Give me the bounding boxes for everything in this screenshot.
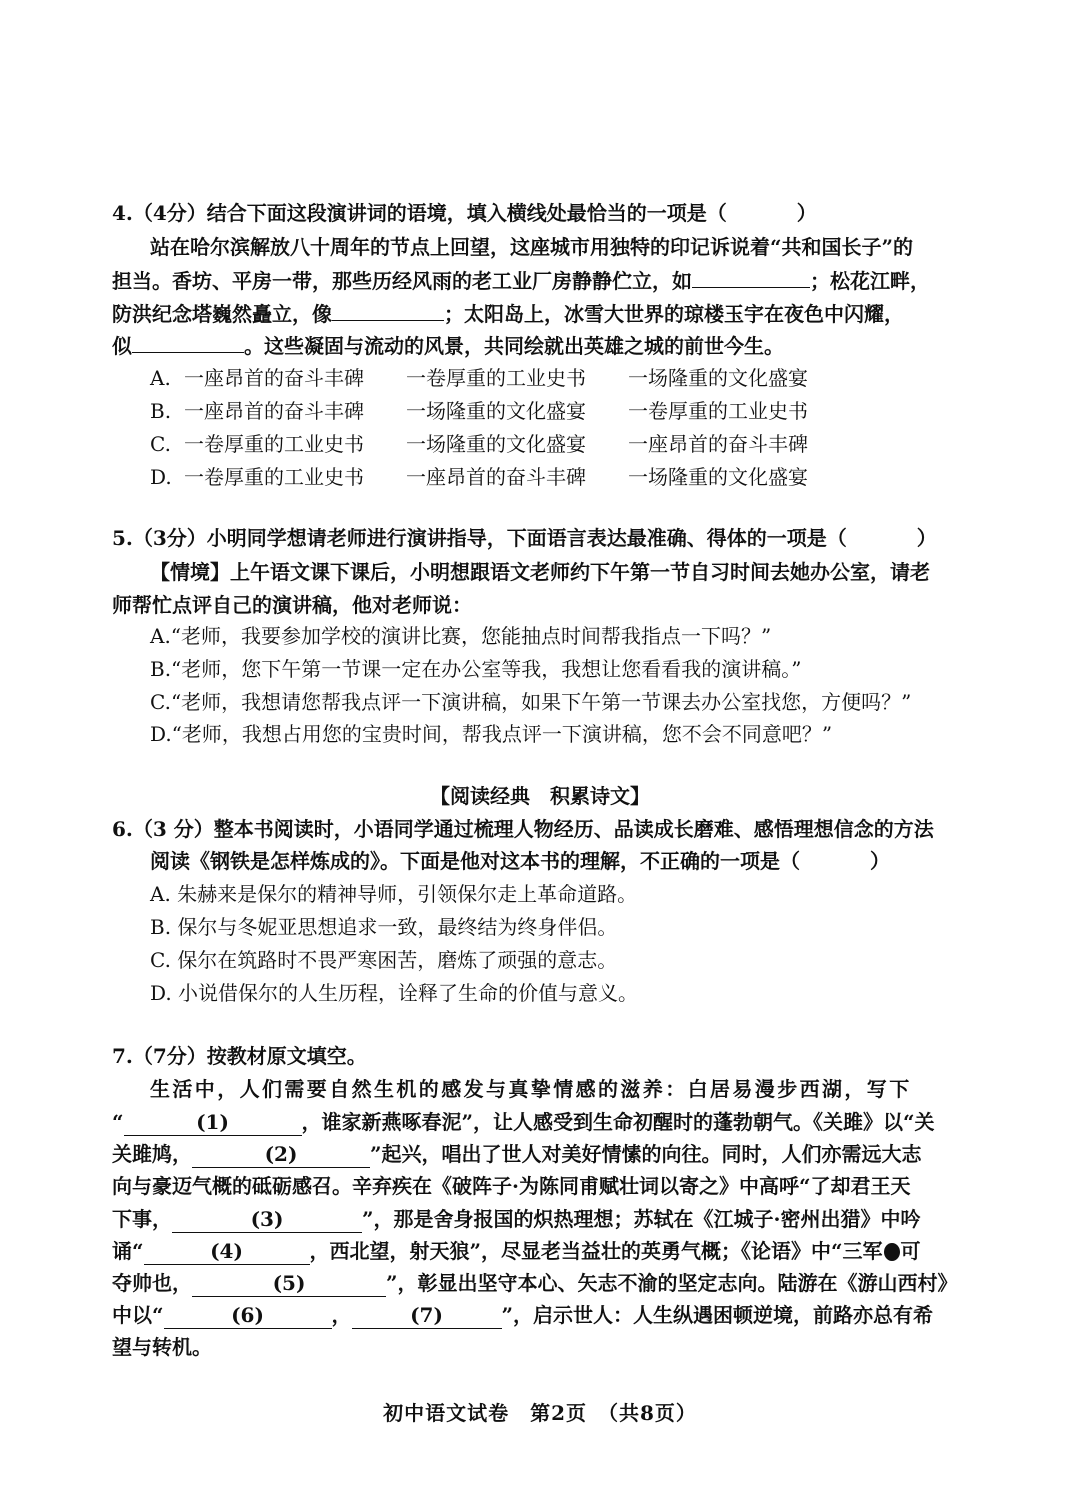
- q4-blank-3[interactable]: [132, 352, 244, 353]
- q4-text: ；太阳岛上，冰雪大世界的琼楼玉宇在夜色中闪耀，: [444, 302, 904, 326]
- q7-text: ，: [331, 1303, 352, 1327]
- option-item: 一座昂首的奋斗丰碑: [628, 432, 808, 456]
- q7-text: ”，彰显出坚守本心、矢志不渝的坚定志向。陆游在《游山西村》: [386, 1271, 958, 1295]
- q7-blank-7[interactable]: (7): [352, 1302, 502, 1329]
- option-item: 一场隆重的文化盛宴: [628, 465, 808, 489]
- q7-stem: 7.（7分）按教材原文填空。: [112, 1044, 367, 1068]
- q7-line-3: [112, 1138, 922, 1170]
- q7-blank-6[interactable]: (6): [164, 1302, 332, 1329]
- q4-text: 防洪纪念塔巍然矗立，像: [112, 302, 332, 326]
- q4-passage-line-2: [112, 265, 930, 297]
- option-label: C.: [150, 432, 171, 456]
- option-item: 一卷厚重的工业史书: [184, 465, 364, 489]
- section-title: 【阅读经典 积累诗文】: [430, 784, 650, 808]
- ink-blot: [884, 1243, 900, 1261]
- q5-option-d[interactable]: D.“老师，我想占用您的宝贵时间，帮我点评一下演讲稿，您不会不同意吧？”: [150, 722, 833, 746]
- q7-text: 夺帅也，: [112, 1271, 192, 1295]
- option-item: 一卷厚重的工业史书: [628, 399, 808, 423]
- q7-line-6: [112, 1235, 921, 1267]
- q4-text: 似: [112, 334, 132, 358]
- q5-context-2: 师帮忙点评自己的演讲稿，他对老师说：: [112, 593, 472, 617]
- q4-option-d[interactable]: [150, 461, 808, 493]
- q6-option-b[interactable]: B. 保尔与冬妮亚思想追求一致，最终结为终身伴侣。: [150, 915, 618, 939]
- option-item: 一座昂首的奋斗丰碑: [184, 366, 364, 390]
- q7-text: 下事，: [112, 1207, 172, 1231]
- q7-text: ”，启示世人：人生纵遇困顿逆境，前路亦总有希: [501, 1303, 934, 1327]
- q6-option-d[interactable]: D. 小说借保尔的人生历程，诠释了生命的价值与意义。: [150, 981, 639, 1005]
- option-item: 一卷厚重的工业史书: [406, 366, 586, 390]
- q7-blank-3[interactable]: (3): [172, 1206, 362, 1233]
- q7-text: ，西北望，射天狼”，尽显老当益壮的英勇气概；《论语》中“三军: [309, 1239, 883, 1263]
- q7-line-4: 向与豪迈气概的砥砺感召。辛弃疾在《破阵子·为陈同甫赋壮词以寄之》中高呼“了却君王天: [112, 1174, 911, 1198]
- option-item: 一座昂首的奋斗丰碑: [184, 399, 364, 423]
- option-item: 一场隆重的文化盛宴: [406, 399, 586, 423]
- q6-stem-1: 6.（3 分）整本书阅读时，小语同学通过梳理人物经历、品读成长磨难、感悟理想信念的方法: [112, 817, 934, 841]
- q6-stem-end: ）: [870, 849, 890, 873]
- q4-stem-end: ）: [796, 201, 817, 225]
- q4-text: ；松花江畔，: [810, 269, 930, 293]
- q6-stem-2: [150, 845, 890, 877]
- option-item: 一场隆重的文化盛宴: [406, 432, 586, 456]
- option-item: 一场隆重的文化盛宴: [628, 366, 808, 390]
- q7-line-1: 生活中，人们需要自然生机的感发与真挚情感的滋养：白居易漫步西湖，写下: [150, 1077, 912, 1101]
- q7-text: ，谁家新燕啄春泥”，让人感受到生命初醒时的蓬勃朝气。《关雎》以“关: [301, 1110, 935, 1134]
- q4-blank-1[interactable]: [692, 287, 810, 288]
- q6-option-c[interactable]: C. 保尔在筑路时不畏严寒困苦，磨炼了顽强的意志。: [150, 948, 618, 972]
- q4-option-b[interactable]: [150, 395, 808, 427]
- q7-line-7: [112, 1267, 958, 1299]
- q7-text: “: [112, 1110, 124, 1134]
- q4-text: 。这些凝固与流动的风景，共同绘就出英雄之城的前世今生。: [244, 334, 784, 358]
- q5-option-a[interactable]: A.“老师，我要参加学校的演讲比赛，您能抽点时间帮我指点一下吗？”: [150, 624, 772, 648]
- option-label: D.: [150, 465, 172, 489]
- q4-stem-text: 4.（4分）结合下面这段演讲词的语境，填入横线处最恰当的一项是（: [112, 201, 727, 225]
- q5-stem: [112, 522, 937, 554]
- q7-blank-2[interactable]: (2): [192, 1141, 370, 1168]
- q7-line-8: [112, 1299, 933, 1331]
- q7-line-2: [112, 1106, 935, 1138]
- q5-context-1: 【情境】上午语文课下课后，小明想跟语文老师约下午第一节自习时间去她办公室，请老: [150, 560, 930, 584]
- q5-option-c[interactable]: C.“老师，我想请您帮我点评一下演讲稿，如果下午第一节课去办公室找您，方便吗？”: [150, 690, 912, 714]
- q4-stem: [112, 197, 817, 229]
- q4-blank-2[interactable]: [332, 320, 444, 321]
- option-label: A.: [150, 366, 171, 390]
- q7-blank-5[interactable]: (5): [192, 1270, 386, 1297]
- q4-passage-line-3: [112, 298, 904, 330]
- q6-option-a[interactable]: A. 朱赫来是保尔的精神导师，引领保尔走上革命道路。: [150, 882, 638, 906]
- q4-passage-line-4: [112, 330, 784, 362]
- q5-option-b[interactable]: B.“老师，您下午第一节课一定在办公室等我，我想让您看看我的演讲稿。”: [150, 657, 802, 681]
- page-footer: 初中语文试卷 第2页 （共8页）: [383, 1401, 697, 1425]
- option-label: B.: [150, 399, 172, 423]
- q7-line-9: 望与转机。: [112, 1335, 212, 1359]
- option-item: 一卷厚重的工业史书: [184, 432, 364, 456]
- q7-text: 中以“: [112, 1303, 164, 1327]
- q6-stem-text: 阅读《钢铁是怎样炼成的》。下面是他对这本书的理解，不正确的一项是（: [150, 849, 800, 873]
- q7-text: 关雎鸠，: [112, 1142, 192, 1166]
- q7-text: ”，那是舍身报国的炽热理想；苏轼在《江城子·密州出猎》中吟: [362, 1207, 921, 1231]
- q5-stem-text: 5.（3分）小明同学想请老师进行演讲指导，下面语言表达最准确、得体的一项是（: [112, 526, 847, 550]
- q7-blank-4[interactable]: (4): [144, 1238, 310, 1265]
- q4-option-c[interactable]: [150, 428, 808, 460]
- q7-line-5: [112, 1203, 920, 1235]
- q7-blank-1[interactable]: (1): [124, 1109, 302, 1136]
- q5-stem-end: ）: [916, 526, 937, 550]
- q4-passage-line-1: 站在哈尔滨解放八十周年的节点上回望，这座城市用独特的印记诉说着“共和国长子”的: [150, 235, 914, 259]
- option-item: 一座昂首的奋斗丰碑: [406, 465, 586, 489]
- q4-option-a[interactable]: [150, 362, 808, 394]
- q4-text: 担当。香坊、平房一带，那些历经风雨的老工业厂房静静伫立，如: [112, 269, 692, 293]
- q7-text: ”起兴，唱出了世人对美好情愫的向往。同时，人们亦需远大志: [370, 1142, 922, 1166]
- q7-text: 诵“: [112, 1239, 144, 1263]
- q7-text: 可: [900, 1239, 921, 1263]
